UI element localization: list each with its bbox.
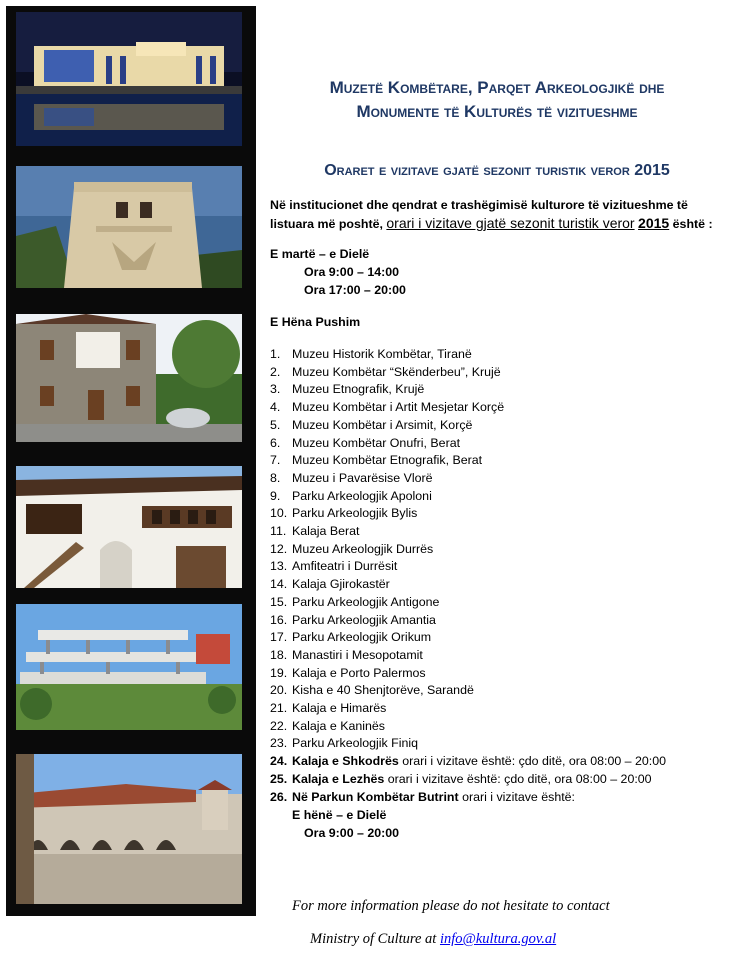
list-item: 9. Parku Arkeologjik Apoloni bbox=[270, 488, 432, 503]
butrint-schedule bbox=[270, 806, 730, 842]
list-item: 6. Muzeu Kombëtar Onufri, Berat bbox=[270, 435, 461, 450]
list-item: 18. Manastiri i Mesopotamit bbox=[270, 647, 423, 662]
photo-skanderbeg-museum bbox=[16, 166, 242, 288]
contact-email-link[interactable]: info@kultura.gov.al bbox=[439, 931, 557, 947]
list-item: 12. Muzeu Arkeologjik Durrës bbox=[270, 541, 434, 556]
butrint-time: Ora 9:00 – 20:00 bbox=[304, 826, 400, 841]
monday-closed: E Hëna Pushim bbox=[270, 315, 361, 329]
list-item: 8. Muzeu i Pavarësise Vlorë bbox=[270, 470, 433, 485]
schedule-time-evening: Ora 17:00 – 20:00 bbox=[304, 283, 406, 297]
photo-monastery-courtyard bbox=[16, 754, 242, 904]
footer-ministry-text: Ministry of Culture at bbox=[310, 931, 437, 947]
main-content bbox=[270, 196, 730, 842]
page-title bbox=[262, 76, 732, 124]
photo-white-house-berat bbox=[16, 466, 242, 588]
schedule-block bbox=[270, 245, 730, 299]
page-title-line-1: Muzetë Kombëtare, Parqet Arkeologjikë dhe bbox=[329, 78, 665, 97]
list-item: 3. Muzeu Etnografik, Krujë bbox=[270, 382, 425, 397]
list-item: 25. Kalaja e Lezhës orari i vizitave është: çdo ditë, ora 08:00 – 20:00 bbox=[270, 771, 652, 786]
list-item: 17. Parku Arkeologjik Orikum bbox=[270, 630, 432, 645]
photo-onufri-museum bbox=[16, 604, 242, 730]
list-item: 1. Muzeu Historik Kombëtar, Tiranë bbox=[270, 347, 472, 361]
photo-national-museum-night bbox=[16, 12, 242, 146]
footer-contact-line: For more information please do not hesitate to contact bbox=[292, 898, 610, 914]
list-item: 10. Parku Arkeologjik Bylis bbox=[270, 506, 418, 521]
list-item: 23. Parku Arkeologjik Finiq bbox=[270, 736, 419, 751]
photo-strip bbox=[6, 6, 256, 916]
list-item: 20. Kisha e 40 Shenjtorëve, Sarandë bbox=[270, 683, 474, 698]
list-item: 11. Kalaja Berat bbox=[270, 524, 360, 539]
list-item: 15. Parku Arkeologjik Antigone bbox=[270, 594, 440, 609]
footer-ministry-line bbox=[310, 931, 556, 948]
list-item: 14. Kalaja Gjirokastër bbox=[270, 577, 390, 592]
list-item: 4. Muzeu Kombëtar i Artit Mesjetar Korçë bbox=[270, 400, 505, 415]
intro-text-3: është : bbox=[672, 217, 713, 231]
list-item: 2. Muzeu Kombëtar “Skënderbeu”, Krujë bbox=[270, 364, 501, 379]
list-item: 13. Amfiteatri i Durrësit bbox=[270, 559, 398, 574]
list-item: 24. Kalaja e Shkodrës orari i vizitave është: çdo ditë, ora 08:00 – 20:00 bbox=[270, 754, 667, 769]
schedule-time-morning: Ora 9:00 – 14:00 bbox=[304, 265, 400, 279]
intro-year: 2015 bbox=[638, 215, 670, 231]
list-item: 21. Kalaja e Himarës bbox=[270, 701, 387, 716]
page-title-line-2: Monumente të Kulturës të vizitueshme bbox=[356, 102, 638, 121]
page-subtitle: Oraret e vizitave gjatë sezonit turistik veror 2015 bbox=[324, 162, 670, 179]
list-item: 16. Parku Arkeologjik Amantia bbox=[270, 612, 436, 627]
photo-ethnographic-house bbox=[16, 314, 242, 442]
list-item: 5. Muzeu Kombëtar i Arsimit, Korçë bbox=[270, 417, 473, 432]
schedule-days: E martë – e Dielë bbox=[270, 247, 370, 261]
list-item: 19. Kalaja e Porto Palermos bbox=[270, 665, 426, 680]
list-item: 7. Muzeu Kombëtar Etnografik, Berat bbox=[270, 453, 483, 468]
butrint-days: E hënë – e Dielë bbox=[292, 808, 387, 823]
list-item: 22. Kalaja e Kaninës bbox=[270, 718, 385, 733]
intro-text-1: Në institucionet dhe qendrat e trashëgimisë kulturore të vizitueshme të listuara më poshtë, bbox=[270, 198, 688, 231]
intro-paragraph bbox=[270, 196, 730, 233]
list-item: 26. Në Parkun Kombëtar Butrint orari i vizitave është: bbox=[270, 789, 576, 804]
intro-text-2: orari i vizitave gjatë sezonit turistik veror bbox=[386, 215, 635, 231]
sites-list bbox=[270, 346, 730, 806]
